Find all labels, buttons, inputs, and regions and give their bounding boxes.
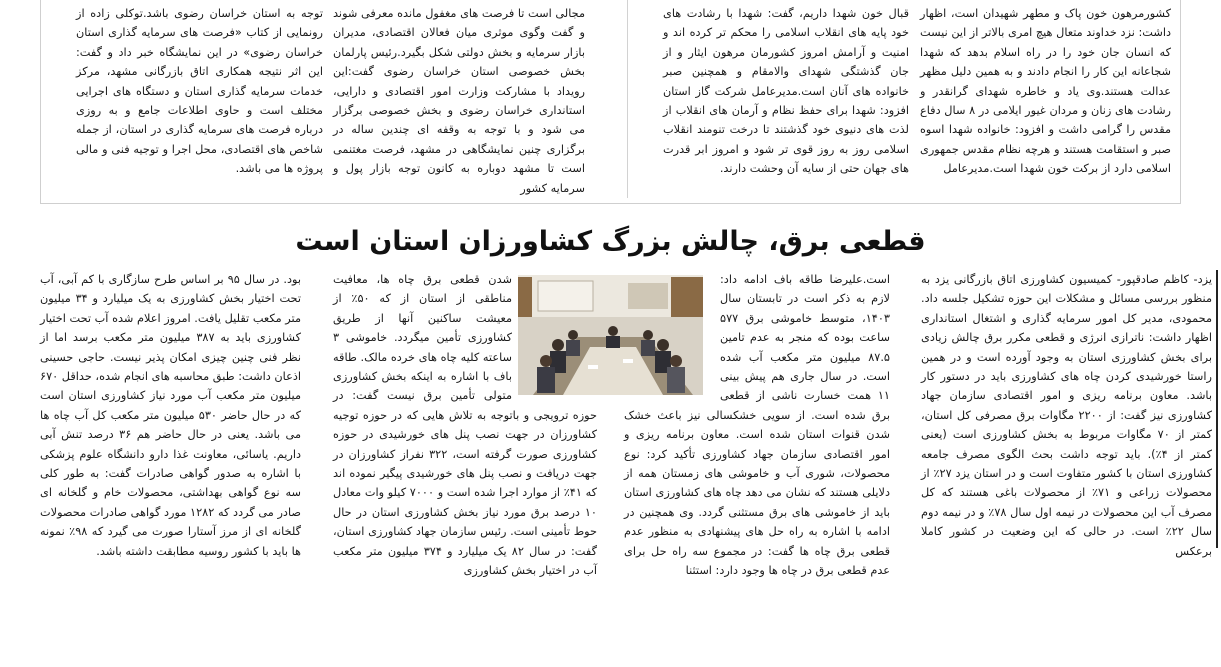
bottom-column-4	[40, 270, 302, 558]
top-column-2-text: قبال خون شهدا داریم، گفت: شهدا با رشادت های خود پایه های انقلاب اسلامی را محکم تر کرده اند و امنیت و آرامش امروز کشورمان مرهون ایثار و از جان گذشتگی شهدای والامقام و همچنین صبر خانواده های آنان است.مدیرعامل شرکت گاز استان افزود: شهدا برای حفظ نظام و آرمان های انقلاب از لذت های دنیوی خود گذشتند تا درخت تنومند انقلاب اسلامی روز به روز قوی تر شود و امروز ابر قدرت های جهان حتی از سایه آن وحشت دارند.	[663, 7, 909, 176]
bottom-column-1-text: یزد- کاظم صادقپور- کمیسیون کشاورزی اتاق بازرگانی یزد به منظور بررسی مسائل و مشکلات این حوزه تشکیل جلسه داد. محمودی، مدیر کل امور سرمایه گذاری و اشتغال استانداری اظهار داشت: ناترازی انرژی و قطعی مکرر برق چالش زیادی برای بخش کشاورزی استان به وجود آورده است و در همین راستا خورشیدی کردن چاه های کشاورزی باید در دستور کار باشد. معاون برنامه ریزی و امور اقتصادی سازمان جهاد کشاورزی نیز گفت: از ۲۲۰۰ مگاوات برق مصرفی کل استان، کمتر از ۷۰ مگاوات مربوط به بخش کشاورزی است (یعنی کمتر از ۴٪). باید توجه داشت بحث الگوی مصرف جامعه کشاورزی استان با کشور متفاوت است و در استان یزد ۲۷٪ از محصولات زراعی و ۷۱٪ از محصولات باغی هستند که کل مصرف آب این محصولات در نیمه اول سال ۷۸٪ و در نیمه دوم سال ۲۲٪ است. در حالی که این وضعیت در کشور کاملا برعکس	[921, 273, 1213, 558]
column-edge-rule	[1216, 270, 1218, 548]
meeting-photo	[518, 275, 703, 395]
meeting-photo-illustration	[518, 275, 703, 395]
top-center-divider	[627, 0, 628, 198]
top-column-4-text: توجه به استان خراسان رضوی باشد.توکلی زاده از رونمایی از کتاب «فرصت های سرمایه گذاری استان خراسان رضوی» در این نمایشگاه خبر داد و گفت: این اثر نتیجه همکاری اتاق بازرگانی مشهد، مرکز خدمات سرمایه گذاری استان و دستگاه های اجرایی مختلف است و حاوی اطلاعات جامع و به روزی درباره فرصت های سرمایه گذاری در استان، از جمله شاخص های اقتصادی، محل اجرا و توجیه فنی و مالی پروژه ها می باشد.	[76, 7, 323, 176]
bottom-column-2-text: است.علیرضا طاقه باف ادامه داد: لازم به ذکر است در تابستان سال ۱۴۰۳، متوسط خاموشی برق ۵۷۷ ساعت بوده که منجر به عدم تامین ۸۷.۵ میلیون متر مکعب آب شده است. در سال جاری هم پیش بینی ۱۱ همت خسارت ناشی از قطعی برق شده است. از سویی خشکسالی نیز باعث خشک شدن قنوات استان شده است. معاون برنامه ریزی و امور اقتصادی سازمان جهاد کشاورزی تأکید کرد: نوع محصولات، شوری آب و خاموشی های زمستان همه از دلایلی هستند که نشان می دهد چاه های کشاورزی استان باید از خاموشی های برق مستثنی گردد. وی همچنین در ادامه با اشاره به راه حل های پیشنهادی به منظور عدم قطعی برق چاه ها گفت: در مجموع سه راه حل برای عدم قطعی برق در چاه ها وجود دارد: استثنا	[624, 273, 890, 578]
top-column-1-text: کشورمرهون خون پاک و مطهر شهیدان است، اظهار داشت: نزد خداوند متعال هیچ امری بالاتر از این نیست که انسان جان خود را در راه اسلام بدهد که شهدا شجاعانه این کار را انجام دادند و به همین دلیل مظهر عدالت هستند.وی یاد و خاطره شهدای گرانقدر و رشادت های زنان و مردان غیور ایلامی در ۸ سال دفاع مقدس را گرامی داشت و افزود: خانواده شهدا اسوه صبر و استقامت هستند و هرچه نظام مقدس جمهوری اسلامی دارد از برکت خون شهدا است.مدیرعامل	[920, 7, 1171, 176]
top-column-1	[920, 4, 1171, 180]
top-column-2	[663, 4, 909, 180]
top-column-4	[76, 4, 323, 180]
bottom-column-3-text: شدن قطعی برق چاه ها، معافیت مناطقی از استان از که ۵۰٪ از معیشت ساکنین آنها از طریق کشاورزی تأمین میگردد. خاموشی ۳ ساعته کلیه چاه های خرده مالک. طاقه باف با اشاره به اینکه بخش کشاورزی متولی تأمین برق نیست گفت: در حوزه ترویجی و باتوجه به تلاش هایی که در حوزه توجیه کشاورزان در جهت نصب پنل های خورشیدی در حوزه کشاورزی صورت گرفته است، ۳۲۲ نفراز کشاورزان در جهت دریافت و نصب پنل های خورشیدی پیگیر نموده اند که ۴۱٪ از موارد اجرا شده است و ۷۰۰۰ کیلو وات معادل ۱۰ درصد برق مورد نیاز بخش کشاورزی استان در حال حوط تأمینی است. رئیس سازمان جهاد کشاورزی استان، گفت: در سال ۸۲ یک میلیارد و ۳۷۴ میلیون متر مکعب آب در اختیار بخش کشاورزی	[333, 273, 597, 578]
bottom-column-4-text: بود. در سال ۹۵ بر اساس طرح سازگاری با کم آبی، آب تحت اختیار بخش کشاورزی به یک میلیارد و ۳۴ میلیون متر مکعب تقلیل یافت. امروز اعلام شده آب تحت اختیار کشاورزی باید به ۳۸۷ میلیون متر مکعب برسد اما از نظر فنی چنین چیزی امکان پذیر نیست. حاجی حسینی اذعان داشت: طبق محاسبه های انجام شده، حداقل ۶۷۰ میلیون متر مکعب آب مورد نیاز کشاورزی استان است که در حال حاضر ۵۳۰ میلیون متر مکعب کل آب چاه ها می باشد. یعنی در حال حاضر هم ۳۶ درصد تنش آبی داریم. یاسائی، معاونت غذا دارو دانشگاه علوم پزشکی با اشاره به صدور گواهی صادرات گفت: به طور کلی سه نوع گواهی بهداشتی، محصولات خام و گلخانه ای صادر می گردد که ۱۲۸۲ مورد گواهی صادرات محصولات گلخانه ای از مرز آستارا صورت می گیرد که ۹۸٪ نمونه ها باید با کشور روسیه مطابقت داشته باشد.	[40, 273, 302, 558]
top-column-3-text: مجالی است تا فرصت های مغفول مانده معرفی شوند و گفت وگوی موثری میان فعالان اقتصادی، مدیران بازار سرمایه و بخش دولتی شکل بگیرد.رئیس پارلمان بخش خصوصی استان خراسان رضوی گفت:این رویداد با مشارکت وزارت امور اقتصادی و دارایی، استانداری خراسان رضوی و بخش خصوصی برگزار می شود و با توجه به وقفه ای چندین ساله در برگزاری چنین نمایشگاهی در مشهد، فرصت مغتنمی است تا مشهد دوباره به کانون توجه بازار پول و سرمایه کشور	[333, 7, 585, 195]
article-headline: قطعی برق، چالش بزرگ کشاورزان استان است	[295, 226, 926, 257]
top-column-3	[333, 4, 585, 195]
bottom-column-1	[921, 270, 1213, 558]
